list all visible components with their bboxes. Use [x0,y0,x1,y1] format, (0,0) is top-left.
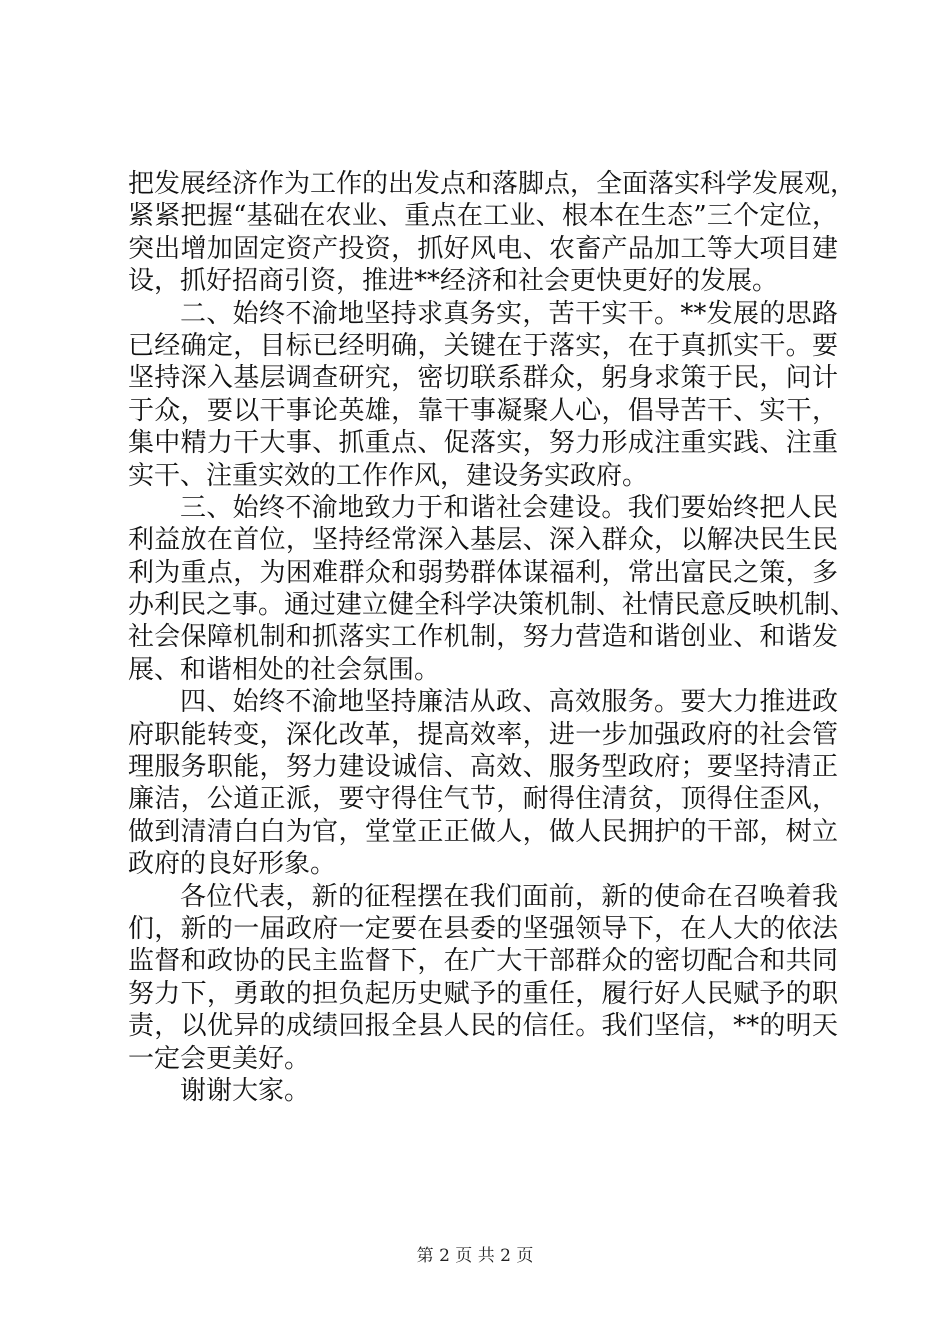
text-line: 们，新的一届政府一定要在县委的坚强领导下，在人大的依法 [128,913,838,944]
text-line: 紧紧把握“基础在农业、重点在工业、根本在生态”三个定位， [128,201,838,232]
page-number-footer: 第 2 页 共 2 页 [416,1246,534,1266]
text-line: 利益放在首位，坚持经常深入基层、深入群众，以解决民生民 [128,525,838,556]
text-line: 把发展经济作为工作的出发点和落脚点，全面落实科学发展观， [128,169,857,199]
paragraph-start-line: 四、始终不渝地坚持廉洁从政、高效服务。要大力推进政 [180,687,838,718]
text-line: 于众，要以干事论英雄，靠干事凝聚人心，倡导苦干、实干， [128,395,838,426]
text-line: 设，抓好招商引资，推进**经济和社会更快更好的发展。 [128,266,779,297]
text-line: 责，以优异的成绩回报全县人民的信任。我们坚信，**的明天 [128,1011,838,1042]
text-line: 政府的良好形象。 [128,849,337,880]
text-line: 努力下，勇敢的担负起历史赋予的重任，履行好人民赋予的职 [128,978,838,1009]
paragraph-start-line: 三、始终不渝地致力于和谐社会建设。我们要始终把人民 [180,492,838,523]
text-line: 突出增加固定资产投资，抓好风电、农畜产品加工等大项目建 [128,233,838,264]
text-line: 理服务职能，努力建设诚信、高效、服务型政府；要坚持清正 [128,752,838,783]
text-line: 坚持深入基层调查研究，密切联系群众，躬身求策于民，问计 [128,363,838,394]
text-line: 做到清清白白为官，堂堂正正做人，做人民拥护的干部，树立 [128,816,838,847]
text-line: 社会保障机制和抓落实工作机制，努力营造和谐创业、和谐发 [128,622,838,653]
text-line: 办利民之事。通过建立健全科学决策机制、社情民意反映机制、 [128,590,857,621]
text-line: 监督和政协的民主监督下，在广大干部群众的密切配合和共同 [128,946,838,977]
text-line: 廉洁，公道正派，要守得住气节，耐得住清贫，顶得住歪风， [128,784,838,815]
paragraph-start-line: 各位代表，新的征程摆在我们面前，新的使命在召唤着我 [180,881,838,912]
text-line: 利为重点，为困难群众和弱势群体谋福利，常出富民之策，多 [128,557,838,588]
document-body [128,168,857,1107]
text-line: 实干、注重实效的工作作风，建设务实政府。 [128,460,649,491]
text-line: 集中精力干大事、抓重点、促落实，努力形成注重实践、注重 [128,428,838,459]
text-line: 府职能转变，深化改革，提高效率，进一步加强政府的社会管 [128,719,838,750]
text-line: 已经确定，目标已经明确，关键在于落实，在于真抓实干。要 [128,330,838,361]
paragraph-start-line: 二、始终不渝地坚持求真务实，苦干实干。**发展的思路 [180,298,838,329]
closing-line: 谢谢大家。 [180,1075,311,1106]
text-line: 展、和谐相处的社会氛围。 [128,654,441,685]
text-line: 一定会更美好。 [128,1043,311,1074]
